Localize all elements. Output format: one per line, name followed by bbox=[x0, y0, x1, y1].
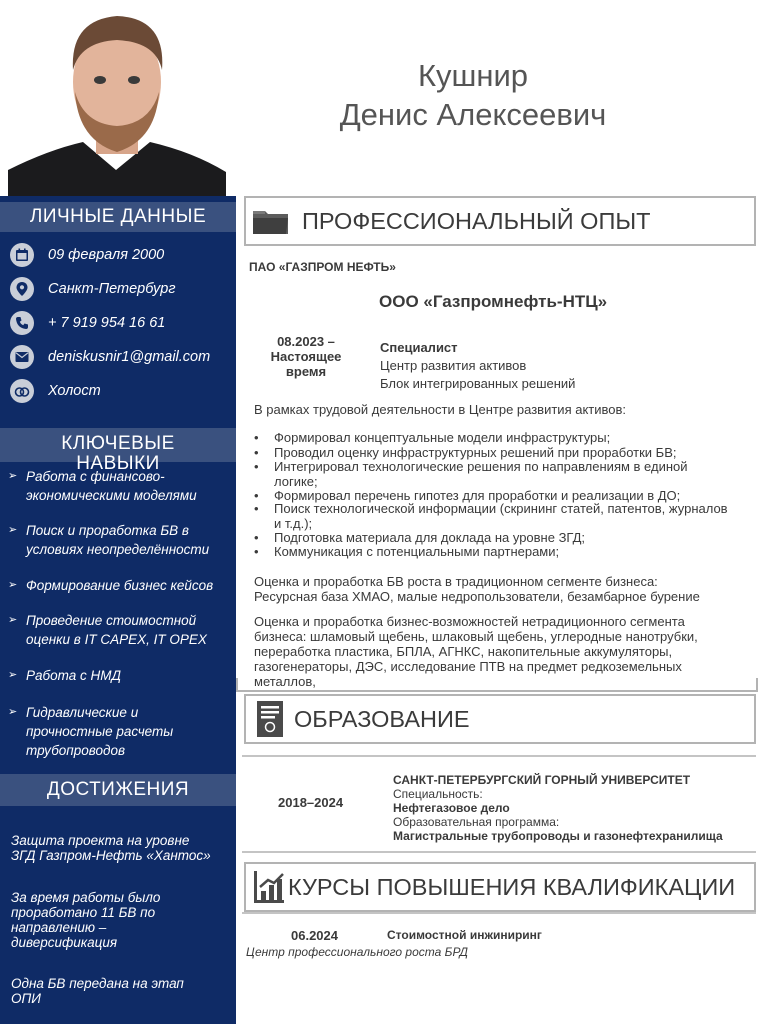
skill-item: ➢ Гидравлические и прочностные расчеты трубопроводов bbox=[8, 705, 174, 758]
skill-item: ➢ Формирование бизнес кейсов bbox=[8, 578, 214, 593]
course-name: Стоимостной инжиниринг bbox=[387, 928, 542, 942]
achievements-title: ДОСТИЖЕНИЯ bbox=[46, 779, 190, 800]
position: Специалист bbox=[380, 340, 458, 355]
contact-marital-status bbox=[10, 378, 234, 404]
courses-section-header bbox=[244, 862, 756, 912]
courses-divider bbox=[242, 912, 756, 914]
experience-title: ПРОФЕССИОНАЛЬНЫЙ ОПЫТ bbox=[302, 207, 651, 234]
phone-icon bbox=[10, 311, 34, 335]
calendar-icon bbox=[10, 243, 34, 267]
education-period: 2018–2024 bbox=[278, 795, 344, 810]
company-name: ПАО «ГАЗПРОМ НЕФТЬ» bbox=[249, 260, 396, 274]
key-skills-header bbox=[0, 428, 236, 474]
location-pin-icon bbox=[10, 277, 34, 301]
phone-text[interactable]: + 7 919 954 16 61 bbox=[48, 315, 166, 331]
marital-status-text: Холост bbox=[48, 383, 101, 399]
course-provider: Центр профессионального роста БРД bbox=[246, 945, 468, 959]
program-value: Магистральные трубопроводы и газонефтехранилища bbox=[393, 829, 723, 843]
surname: Кушнир bbox=[417, 58, 529, 93]
profile-photo bbox=[8, 0, 226, 196]
skill-item: ➢ Проведение стоимостной оценки в IT CAPEX, IT OPEX bbox=[8, 613, 207, 647]
subsidiary-name: ООО «Газпромнефть-НТЦ» bbox=[379, 292, 608, 311]
unit: Блок интегрированных решений bbox=[380, 376, 576, 391]
contact-email[interactable] bbox=[10, 344, 234, 370]
rings-icon bbox=[10, 379, 34, 403]
achievement-item: За время работы было проработано 11 БВ по направлению – диверсификация bbox=[11, 890, 161, 950]
contact-phone[interactable] bbox=[10, 310, 234, 336]
specialty-value: Нефтегазовое дело bbox=[393, 801, 510, 815]
avatar-illustration bbox=[8, 0, 226, 196]
education-divider-top bbox=[242, 755, 756, 757]
city-text: Санкт-Петербург bbox=[48, 281, 176, 297]
folder-icon bbox=[252, 205, 290, 237]
arrow-bullet-icon: ➢ bbox=[8, 579, 18, 591]
skill-item: ➢ Работа с финансово- экономическими моделями bbox=[8, 469, 197, 503]
experience-section-header bbox=[244, 196, 756, 246]
personal-data-title: ЛИЧНЫЕ ДАННЫЕ bbox=[29, 206, 207, 227]
key-skills-title-line1: КЛЮЧЕВЫЕ bbox=[61, 433, 175, 454]
email-text[interactable]: deniskusnir1@gmail.com bbox=[48, 349, 211, 365]
arrow-bullet-icon: ➢ bbox=[8, 669, 18, 681]
nontraditional-segment-paragraph: Оценка и проработка бизнес-возможностей нетрадиционного сегмента бизнеса: шламовый щебень, шлаковый щебень, углеродные нанотрубки, переработка пластика, БПЛА, АГНКС, накопительные аккумуляторы, газогенераторы, ДЭС, исследование ПТВ на предмет редкоземельных металлов, bbox=[254, 614, 698, 689]
key-skills-title-line2: НАВЫКИ bbox=[76, 453, 160, 474]
experience-bullet: • Поиск технологической информации (скрининг статей, патентов, журналов и т.д.); bbox=[254, 501, 728, 531]
experience-period: 08.2023 – Настоящее время bbox=[270, 334, 342, 379]
experience-bullet: • Проводил оценку инфраструктурных решений при проработки БВ; bbox=[254, 445, 677, 460]
courses-title: КУРСЫ ПОВЫШЕНИЯ КВАЛИФИКАЦИИ bbox=[288, 873, 736, 900]
experience-bullet: • Интегрировал технологические решения по направлениям в единой логике; bbox=[254, 459, 688, 489]
experience-intro: В рамках трудовой деятельности в Центре развития активов: bbox=[254, 402, 627, 417]
contact-city bbox=[10, 276, 234, 302]
arrow-bullet-icon: ➢ bbox=[8, 706, 18, 718]
experience-bullet: • Подготовка материала для доклада на уровне ЗГД; bbox=[254, 530, 586, 545]
arrow-bullet-icon: ➢ bbox=[8, 614, 18, 626]
arrow-bullet-icon: ➢ bbox=[8, 524, 18, 536]
diploma-icon bbox=[256, 700, 284, 738]
growth-chart-icon bbox=[252, 869, 286, 905]
arrow-bullet-icon: ➢ bbox=[8, 470, 18, 482]
education-section-header bbox=[244, 694, 756, 744]
skill-item: ➢ Работа с НМД bbox=[8, 668, 121, 683]
sidebar bbox=[0, 196, 236, 1024]
personal-data-header bbox=[0, 202, 236, 232]
program-label: Образовательная программа: bbox=[393, 815, 560, 829]
course-date: 06.2024 bbox=[291, 928, 338, 943]
contact-birthdate bbox=[10, 242, 234, 268]
birthdate-text: 09 февраля 2000 bbox=[48, 247, 165, 263]
education-title: ОБРАЗОВАНИЕ bbox=[294, 705, 470, 732]
experience-bullet: • Формировал перечень гипотез для проработки и реализации в ДО; bbox=[254, 488, 681, 503]
education-divider-bottom bbox=[242, 851, 756, 853]
achievements-header bbox=[0, 774, 236, 806]
department: Центр развития активов bbox=[380, 358, 527, 373]
achievement-item: Одна БВ передана на этап ОПИ bbox=[11, 976, 184, 1006]
experience-bullet: • Коммуникация с потенциальными партнерами; bbox=[254, 544, 560, 559]
achievement-item: Защита проекта на уровне ЗГД Газпром-Нефть «Хантос» bbox=[11, 833, 211, 863]
skill-item: ➢ Поиск и проработка БВ в условиях неопределённости bbox=[8, 523, 210, 557]
experience-bullet: • Формировал концептуальные модели инфраструктуры; bbox=[254, 430, 611, 445]
email-icon bbox=[10, 345, 34, 369]
traditional-segment-paragraph: Оценка и проработка БВ роста в традиционном сегменте бизнеса: Ресурсная база ХМАО, малые недропользователи, безамбарное бурение bbox=[254, 574, 700, 604]
given-names: Денис Алексеевич bbox=[339, 97, 607, 132]
specialty-label: Специальность: bbox=[393, 787, 483, 801]
university-name: САНКТ-ПЕТЕРБУРГСКИЙ ГОРНЫЙ УНИВЕРСИТЕТ bbox=[393, 773, 691, 787]
